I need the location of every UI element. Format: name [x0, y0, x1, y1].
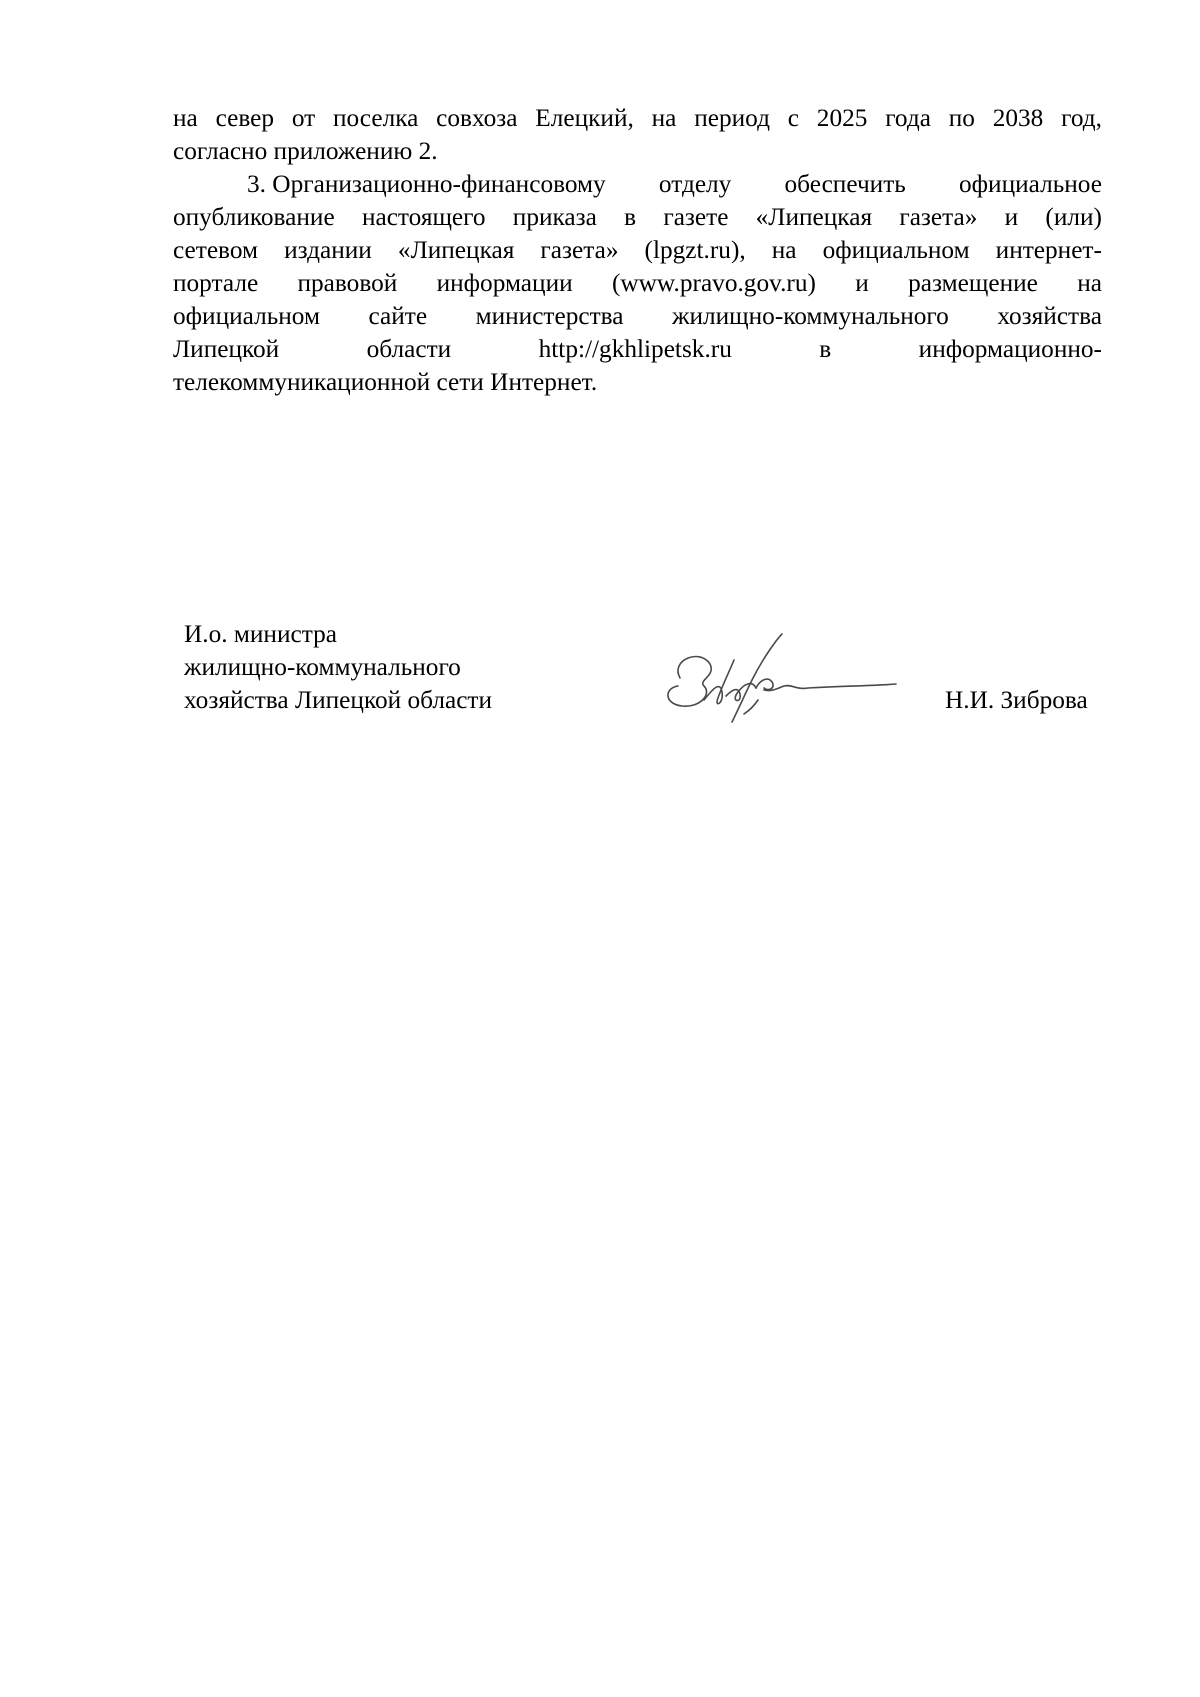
word: (или): [1045, 203, 1102, 231]
body-line-7: [173, 300, 1102, 333]
handwritten-signature: [660, 630, 900, 740]
word: официальном: [822, 236, 970, 264]
word: области: [366, 335, 452, 363]
word: от: [291, 104, 316, 132]
word: север: [215, 104, 275, 132]
body-line-8: [173, 333, 1102, 366]
position-line-2: жилищно-коммунального: [184, 653, 461, 681]
word: опубликование: [173, 203, 335, 231]
word: на: [651, 104, 677, 132]
word: размещение: [908, 269, 1038, 297]
word: приказа: [512, 203, 597, 231]
word: на: [173, 104, 198, 132]
word: на: [1077, 269, 1102, 297]
word: «Липецкая: [755, 203, 873, 231]
signer-name: Н.И. Зиброва: [945, 686, 1088, 714]
document-body: [173, 102, 1102, 399]
body-line-1: [173, 102, 1102, 135]
word: Липецкой: [173, 335, 280, 363]
word: на: [771, 236, 797, 264]
position-line-3: хозяйства Липецкой области: [184, 686, 493, 714]
word: период: [694, 104, 770, 132]
word: официальном: [173, 302, 320, 330]
word: 2025: [816, 104, 868, 132]
word: в: [624, 203, 637, 231]
position-line-1: И.о. министра: [184, 620, 337, 648]
body-line-6: [173, 267, 1102, 300]
word: министерства: [475, 302, 624, 330]
word: «Липецкая: [397, 236, 515, 264]
word: поселка: [332, 104, 419, 132]
body-line-5: [173, 234, 1102, 267]
word: издании: [284, 236, 372, 264]
word: информационно-: [918, 335, 1102, 363]
word: 2038: [992, 104, 1044, 132]
word: информации: [436, 269, 573, 297]
word: в: [819, 335, 832, 363]
word: газета»: [899, 203, 978, 231]
word: газете: [663, 203, 729, 231]
word: газета»: [540, 236, 619, 264]
word: обеспечить: [784, 170, 906, 198]
word: отделу: [658, 170, 732, 198]
word: портале: [173, 269, 259, 297]
word: жилищно-коммунального: [671, 302, 949, 330]
word: хозяйства: [997, 302, 1102, 330]
word: http://gkhlipetsk.ru: [538, 335, 732, 363]
word: 3. Организационно-финансовому: [247, 170, 606, 198]
word: настоящего: [361, 203, 486, 231]
word: сайте: [368, 302, 428, 330]
body-line-2: согласно приложению 2.: [173, 137, 438, 165]
body-line-3: [173, 168, 1102, 201]
word: интернет-: [995, 236, 1102, 264]
word: год,: [1061, 104, 1102, 132]
word: с: [787, 104, 799, 132]
word: официальное: [959, 170, 1102, 198]
word: (www.pravo.gov.ru): [611, 269, 816, 297]
body-line-9: телекоммуникационной сети Интернет.: [173, 368, 598, 396]
word: (lpgzt.ru),: [644, 236, 746, 264]
word: Елецкий,: [535, 104, 634, 132]
word: правовой: [297, 269, 398, 297]
body-line-4: [173, 201, 1102, 234]
word: совхоза: [436, 104, 518, 132]
word: и: [1004, 203, 1019, 231]
word: года: [885, 104, 931, 132]
signatory-position: [184, 618, 492, 717]
word: и: [855, 269, 869, 297]
word: по: [948, 104, 975, 132]
word: сетевом: [173, 236, 258, 264]
